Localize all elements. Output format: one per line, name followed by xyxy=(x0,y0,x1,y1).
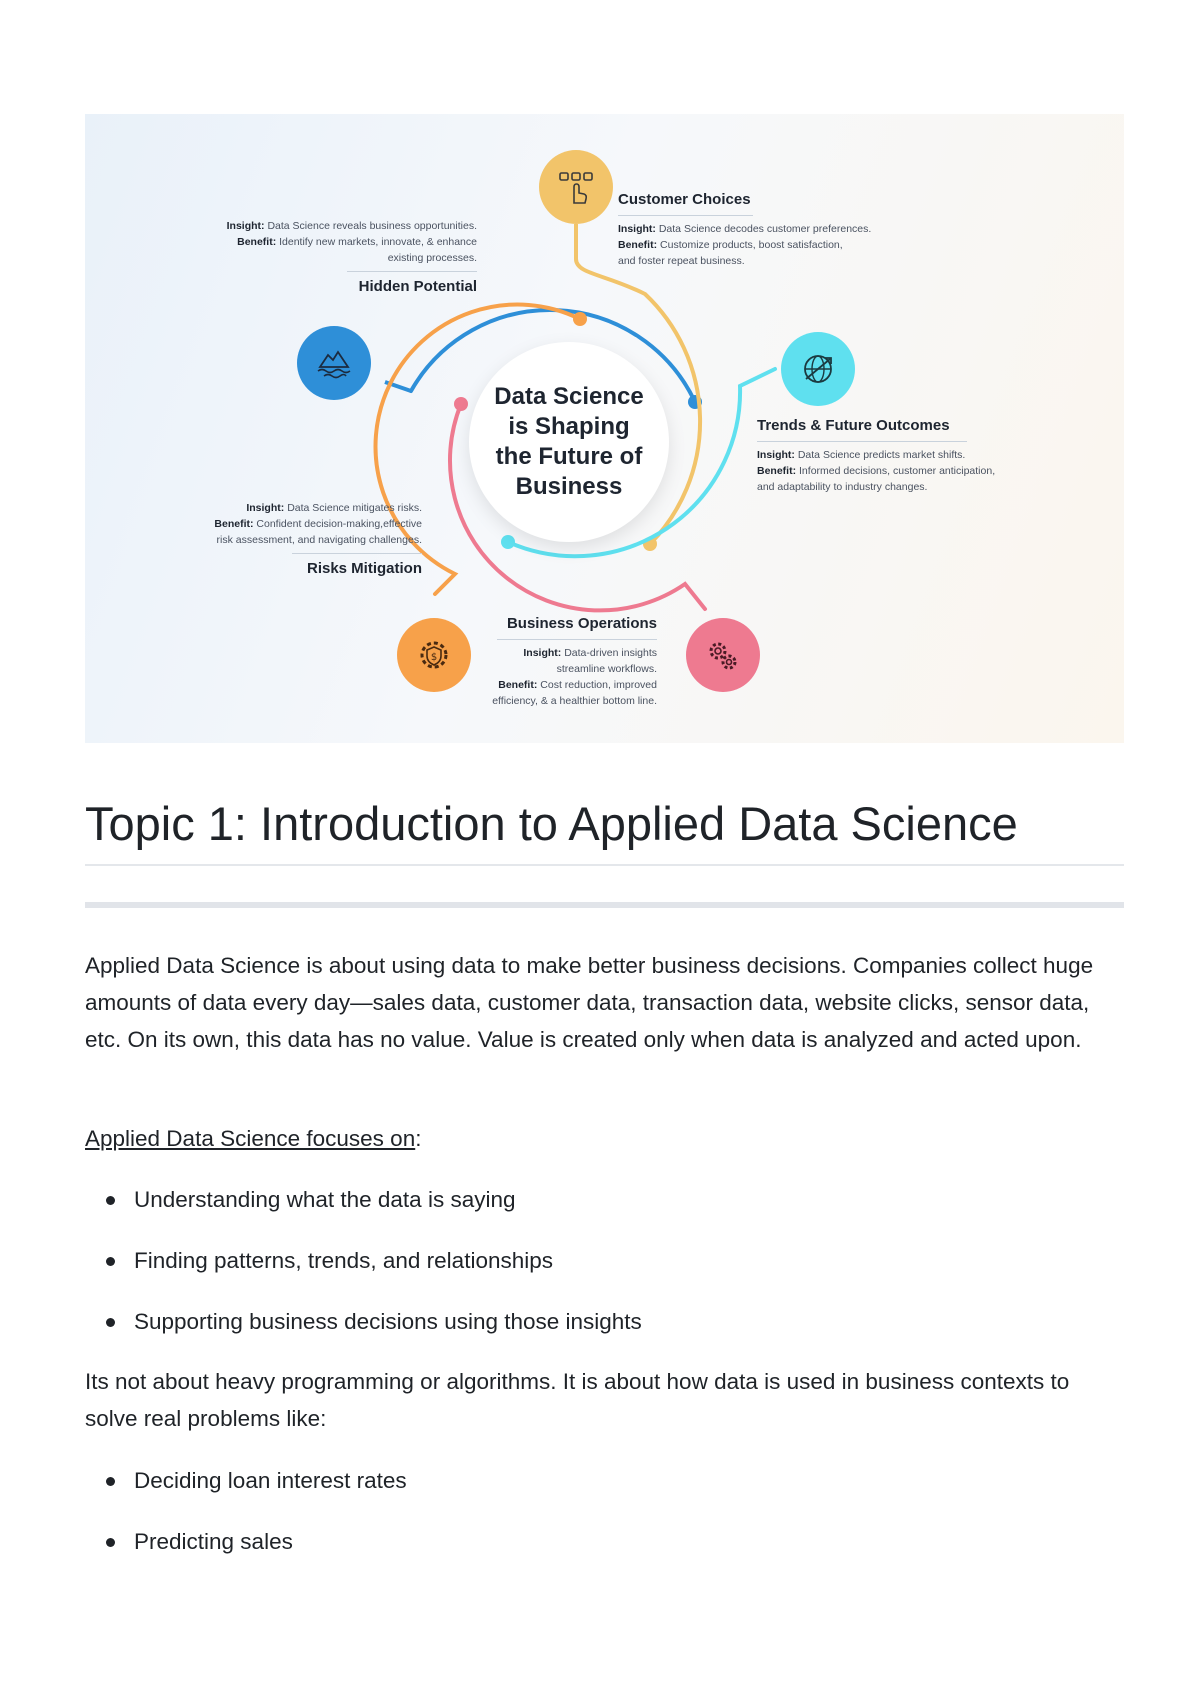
center-circle xyxy=(469,342,669,542)
hidden-potential-heading: Hidden Potential xyxy=(358,278,477,295)
risks-rule xyxy=(292,553,422,554)
problem-list xyxy=(85,1462,1124,1584)
operations-info xyxy=(435,614,657,709)
customer-choices-node xyxy=(539,150,613,224)
gears-icon xyxy=(703,635,743,675)
pink-dot xyxy=(454,397,468,411)
focus-heading xyxy=(85,1120,1124,1157)
document-page xyxy=(85,114,1124,1554)
svg-text:$: $ xyxy=(430,652,438,663)
infographic xyxy=(85,114,1124,743)
operations-insight-2: streamline workflows. xyxy=(556,663,657,675)
risks-info xyxy=(135,500,422,579)
focus-heading-text: Applied Data Science focuses on xyxy=(85,1126,416,1151)
customer-choices-insight: Insight: Data Science decodes customer preferences. xyxy=(618,223,872,235)
trends-benefit-2: and adaptability to industry changes. xyxy=(757,481,928,493)
cyan-dot xyxy=(501,535,515,549)
customer-choices-rule xyxy=(618,215,753,216)
hidden-potential-insight: Insight: Data Science reveals business opportunities. xyxy=(226,220,477,232)
hidden-potential-info xyxy=(177,218,477,297)
operations-node xyxy=(686,618,760,692)
trends-benefit: Benefit: Informed decisions, customer anticipation, xyxy=(757,465,996,477)
hidden-potential-benefit-2: existing processes. xyxy=(387,252,477,264)
customer-choices-benefit: Benefit: Customize products, boost satisfaction, xyxy=(618,239,843,251)
hidden-potential-benefit: Benefit: Identify new markets, innovate, & enhance xyxy=(237,236,477,248)
list-item: Predicting sales xyxy=(85,1523,1124,1584)
intro-paragraph: Applied Data Science is about using data to make better business decisions. Companies collect huge amounts of data every day—sales data, customer data, transaction data, website clicks, sensor data, etc. On its own, this data has no value. Value is created only when data is analyzed and acted upon. xyxy=(85,953,1094,1052)
touch-grid-icon xyxy=(556,167,596,207)
operations-insight: Insight: Data-driven insights xyxy=(523,647,657,659)
operations-benefit: Benefit: Cost reduction, improved xyxy=(498,679,657,691)
trends-insight: Insight: Data Science predicts market shifts. xyxy=(757,449,966,461)
list-item: Supporting business decisions using those insights xyxy=(85,1303,1124,1364)
list-item: Understanding what the data is saying xyxy=(85,1181,1124,1242)
hidden-potential-node xyxy=(297,326,371,400)
trends-info xyxy=(757,416,1087,495)
list-item: Finding patterns, trends, and relationships xyxy=(85,1242,1124,1303)
operations-heading: Business Operations xyxy=(506,615,657,632)
iceberg-icon xyxy=(314,343,354,383)
section-divider xyxy=(85,902,1124,908)
context-paragraph: Its not about heavy programming or algorithms. It is about how data is used in business contexts to solve real problems like: xyxy=(85,1369,1070,1431)
risks-benefit-2: risk assessment, and navigating challenges. xyxy=(216,534,422,546)
customer-choices-benefit-2: and foster repeat business. xyxy=(618,255,745,267)
orange-dot xyxy=(573,312,587,326)
page-title: Topic 1: Introduction to Applied Data Science xyxy=(85,797,1018,850)
title-divider xyxy=(85,864,1124,866)
trends-rule xyxy=(757,441,967,442)
focus-list xyxy=(85,1181,1124,1364)
hidden-potential-rule xyxy=(347,271,477,272)
risks-benefit: Benefit: Confident decision-making,effective xyxy=(214,518,422,530)
center-title: Data Science is Shaping the Future of Business xyxy=(494,383,644,500)
customer-choices-heading: Customer Choices xyxy=(618,191,751,208)
globe-icon xyxy=(798,349,838,389)
list-item: Deciding loan interest rates xyxy=(85,1462,1124,1523)
trends-node xyxy=(781,332,855,406)
risks-heading: Risks Mitigation xyxy=(306,560,422,577)
trends-heading: Trends & Future Outcomes xyxy=(757,417,950,434)
focus-heading-colon: : xyxy=(415,1126,422,1151)
operations-rule xyxy=(497,639,657,640)
operations-benefit-2: efficiency, & a healthier bottom line. xyxy=(492,695,657,707)
customer-choices-info xyxy=(618,190,928,269)
risks-insight: Insight: Data Science mitigates risks. xyxy=(246,502,422,514)
